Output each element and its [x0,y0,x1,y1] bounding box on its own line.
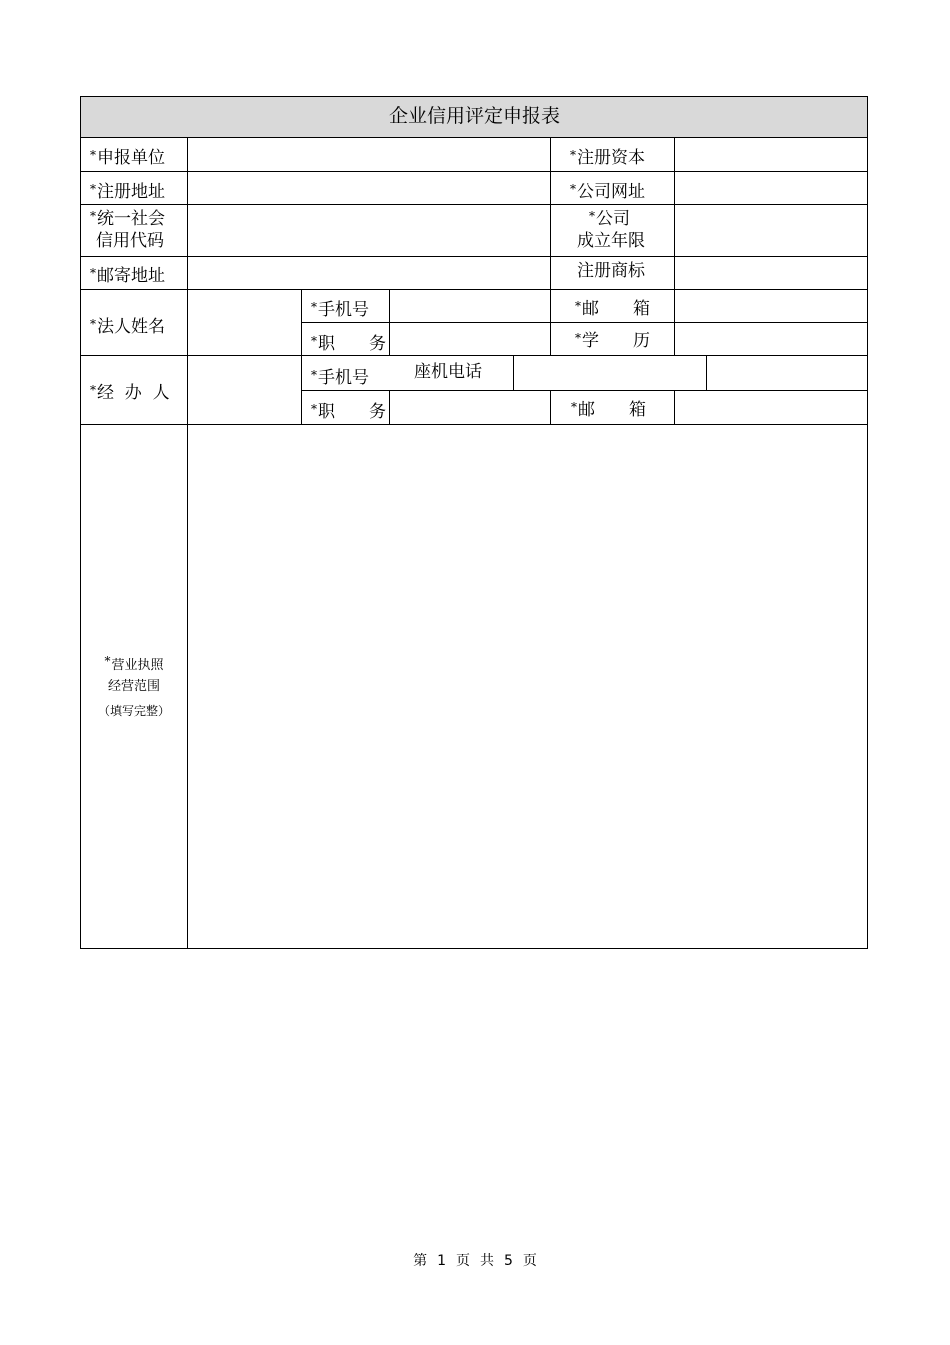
label-text: 职 务 [318,402,386,422]
required-mark: * [311,334,317,348]
required-mark: * [570,182,576,196]
legal-position-field[interactable] [390,323,550,355]
required-mark: * [575,299,581,313]
footer-total-unit: 页 [522,1253,537,1269]
footer-total-prefix: 共 [480,1253,494,1269]
handler-position-field[interactable] [390,391,550,424]
required-mark: * [90,383,96,397]
label-text: 经 办 人 [97,383,170,403]
label-credit-code-line2: 信用代码 [96,231,164,251]
label-text: 学 历 [582,331,650,351]
footer-total-pages: 5 [504,1253,513,1269]
form-title: 企业信用评定申报表 [388,105,560,127]
label-text: 邮 箱 [582,299,650,319]
footer-unit: 页 [456,1253,470,1269]
label-legal-name [90,312,165,339]
grid-line [550,137,551,355]
label-business-scope-note: （填写完整） [97,704,170,718]
label-company-website [570,177,645,204]
grid-line [301,289,302,424]
reg-address-field[interactable] [188,172,550,204]
label-reg-capital [570,143,645,170]
required-mark: * [90,148,96,162]
label-text: 注册地址 [97,182,165,202]
handler-email-field[interactable] [675,391,867,424]
legal-email-field[interactable] [675,290,867,322]
established-field[interactable] [675,205,867,256]
footer-page-number: 1 [437,1253,446,1269]
required-mark: * [311,402,317,416]
label-established-line2: 成立年限 [577,231,645,251]
handler-name-field[interactable] [188,356,301,424]
label-business-scope-line2: 经营范围 [107,679,160,694]
required-mark: * [90,209,96,223]
trademark-field[interactable] [675,257,867,289]
label-apply-unit [90,143,165,170]
label-established [589,204,630,231]
label-text: 职 务 [318,334,386,354]
company-website-field[interactable] [675,172,867,204]
label-handler-position [311,397,386,424]
label-legal-position [311,329,386,356]
required-mark: * [571,400,577,414]
label-handler-email [571,395,646,422]
required-mark: * [104,654,111,668]
required-mark: * [570,148,576,162]
required-mark: * [90,317,96,331]
footer-prefix: 第 [413,1253,428,1269]
grid-line [706,355,707,390]
required-mark: * [575,331,581,345]
label-text: 邮 箱 [578,400,646,420]
business-scope-field[interactable] [188,425,867,947]
label-text: 注册资本 [577,148,645,168]
label-text: 邮寄地址 [97,266,165,286]
legal-education-field[interactable] [675,323,867,355]
label-text: 统一社会 [97,209,165,229]
label-legal-mobile [311,295,369,322]
legal-name-field[interactable] [188,290,301,355]
page-footer [0,1250,950,1270]
label-text: 公司网址 [577,182,645,202]
grid-line [550,390,551,424]
label-legal-email [575,294,650,321]
required-mark: * [589,209,595,223]
reg-capital-field[interactable] [675,138,867,171]
required-mark: * [90,266,96,280]
legal-mobile-field[interactable] [390,290,550,322]
label-handler [90,378,170,405]
label-text: 手机号 [318,300,369,320]
required-mark: * [90,182,96,196]
label-legal-education [575,326,650,353]
apply-unit-field[interactable] [188,138,550,171]
label-reg-address [90,177,165,204]
required-mark: * [311,300,317,314]
label-text: 申报单位 [97,148,165,168]
label-trademark: 注册商标 [577,261,645,281]
required-mark: * [311,368,317,382]
label-text: 公司 [596,209,630,229]
label-landline: 座机电话 [414,362,482,382]
label-text: 法人姓名 [97,317,165,337]
label-mail-address [90,261,165,288]
handler-landline-field[interactable] [514,356,706,390]
label-text: 手机号 [318,368,369,388]
label-credit-code [90,204,165,231]
label-text: 营业执照 [111,658,164,673]
mail-address-field[interactable] [188,257,550,289]
label-handler-mobile [311,363,369,390]
credit-code-field[interactable] [188,205,550,256]
